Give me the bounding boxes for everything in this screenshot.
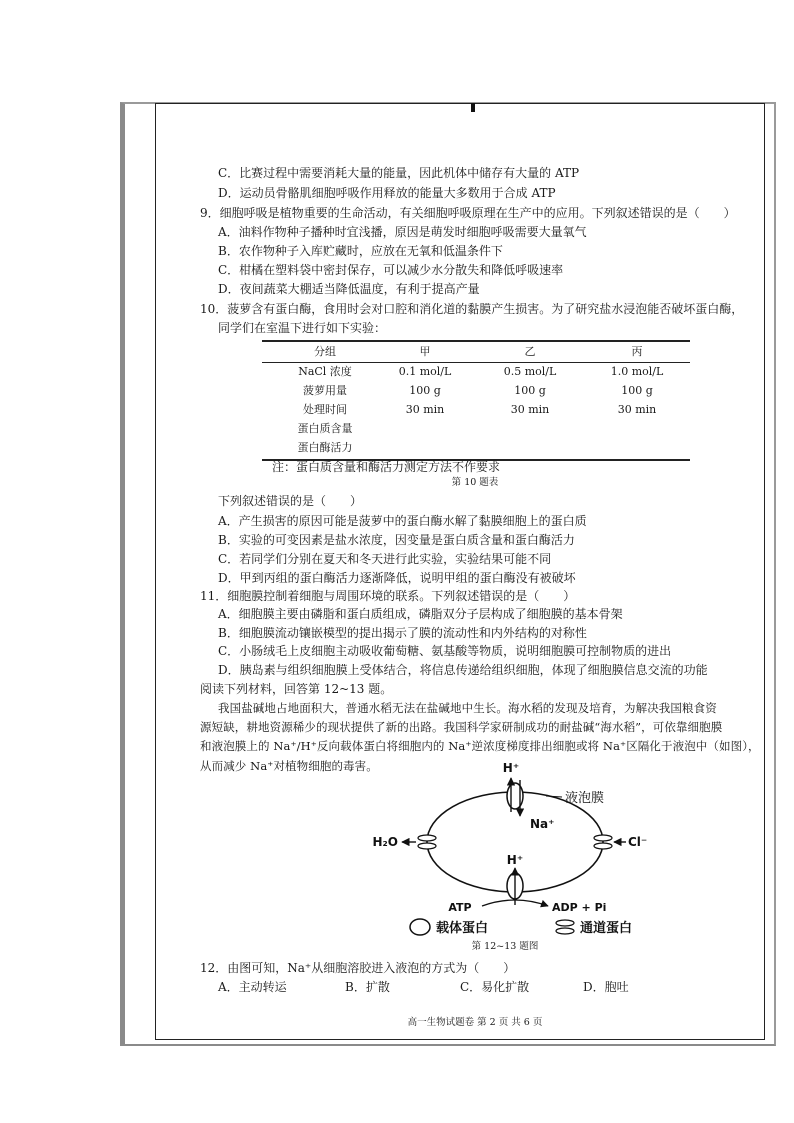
q10-stem-line-1: 10．菠萝含有蛋白酶，食用时会对口腔和消化道的黏膜产生损害。为了研究盐水浸泡能否破坏蛋白酶，	[200, 302, 744, 316]
scan-mark	[471, 103, 475, 112]
q10-prompt: 下列叙述错误的是（ ）	[218, 494, 363, 508]
chloride-label: Cl⁻	[628, 835, 648, 849]
q10-option-a: A．产生损害的原因可能是菠萝中的蛋白酶水解了黏膜细胞上的蛋白质	[218, 514, 587, 528]
water-label: H₂O	[372, 835, 398, 849]
table-cell: 100 g	[621, 384, 653, 397]
table-cell: 蛋白酶活力	[297, 441, 353, 454]
h-bottom-label: H⁺	[506, 853, 524, 867]
na-label: Na⁺	[530, 817, 555, 831]
q11-stem: 11．细胞膜控制着细胞与周围环境的联系。下列叙述错误的是（ ）	[200, 589, 576, 603]
legend-channel-icon	[556, 920, 574, 926]
passage-line: 从而减少 Na⁺对植物细胞的毒害。	[200, 759, 378, 773]
q8-option-d: D．运动员骨骼肌细胞呼吸作用释放的能量大多数用于合成 ATP	[218, 186, 556, 200]
table-cell: 蛋白质含量	[297, 422, 353, 435]
legend-carrier-label: 载体蛋白	[436, 921, 489, 936]
table-header-cell: 乙	[524, 345, 536, 358]
table-cell: NaCl 浓度	[298, 365, 352, 378]
q8-option-c: C．比赛过程中需要消耗大量的能量，因此机体中储存有大量的 ATP	[218, 166, 580, 180]
table-header-cell: 甲	[419, 345, 431, 358]
table-cell: 30 min	[617, 403, 657, 416]
q10-stem-line-2: 同学们在室温下进行如下实验：	[218, 321, 387, 335]
q10-option-d: D．甲到丙组的蛋白酶活力逐渐降低，说明甲组的蛋白酶没有被破坏	[218, 571, 576, 585]
reading-intro: 阅读下列材料，回答第 12~13 题。	[200, 682, 393, 696]
q10-option-c: C．若同学们分别在夏天和冬天进行此实验，实验结果可能不同	[218, 552, 552, 566]
table-cell: 30 min	[405, 403, 445, 416]
passage-line: 源短缺，耕地资源稀少的现状提供了新的出路。我国科学家研制成功的耐盐碱“海水稻”，可依靠细胞膜	[200, 720, 723, 734]
q9-option-b: B．农作物种子入库贮藏时，应放在无氧和低温条件下	[218, 244, 503, 258]
q9-stem: 9．细胞呼吸是植物重要的生命活动，有关细胞呼吸原理在生产中的应用。下列叙述错误的是（ ）	[200, 206, 736, 220]
figure-caption: 第 12~13 题图	[471, 941, 539, 952]
table-cell: 处理时间	[303, 403, 347, 416]
table-top-rule	[262, 340, 690, 342]
q9-option-d: D．夜间蔬菜大棚适当降低温度，有利于提高产量	[218, 282, 480, 296]
table-cell: 菠萝用量	[303, 384, 347, 397]
atp-label: ATP	[448, 901, 472, 914]
legend-carrier-icon	[410, 919, 430, 935]
table-cell: 1.0 mol/L	[610, 365, 664, 378]
q11-option-d: D．胰岛素与组织细胞膜上受体结合，将信息传递给组织细胞，体现了细胞膜信息交流的功能	[218, 663, 708, 677]
table-cell: 30 min	[510, 403, 550, 416]
q12-option-b: B．扩散	[345, 980, 390, 994]
chloride-channel-icon	[594, 835, 612, 841]
vacuole-transport-diagram	[360, 760, 660, 945]
q10-table-note: 注：蛋白质含量和酶活力测定方法不作要求	[272, 460, 501, 474]
passage-line: 和液泡膜上的 Na⁺/H⁺反向载体蛋白将细胞内的 Na⁺逆浓度梯度排出细胞或将 Na⁺区隔化于液泡中（如图），	[200, 739, 760, 753]
page-footer: 高一生物试题卷 第 2 页 共 6 页	[407, 1017, 543, 1028]
q9-option-a: A．油料作物种子播种时宜浅播，原因是萌发时细胞呼吸需要大量氧气	[218, 225, 587, 239]
q12-option-a: A．主动转运	[218, 980, 287, 994]
adp-label: ADP + Pi	[552, 901, 607, 914]
q9-option-c: C．柑橘在塑料袋中密封保存，可以减少水分散失和降低呼吸速率	[218, 263, 564, 277]
q12-stem: 12．由图可知，Na⁺从细胞溶胶进入液泡的方式为（ ）	[200, 961, 516, 975]
table-cell: 100 g	[514, 384, 546, 397]
table-cell: 100 g	[409, 384, 441, 397]
table-header-rule	[262, 362, 690, 363]
passage-line: 我国盐碱地占地面积大，普通水稻无法在盐碱地中生长。海水稻的发现及培育，为解决我国粮食资	[218, 701, 717, 715]
table-cell: 0.5 mol/L	[503, 365, 557, 378]
table-header-cell: 丙	[631, 345, 643, 358]
membrane-leader-line	[546, 796, 562, 797]
membrane-label: 液泡膜	[565, 791, 605, 806]
legend-channel-label: 通道蛋白	[580, 921, 633, 936]
q10-option-b: B．实验的可变因素是盐水浓度，因变量是蛋白质含量和蛋白酶活力	[218, 533, 575, 547]
q10-table-caption: 第 10 题表	[451, 477, 499, 488]
water-channel-icon	[418, 835, 436, 841]
q11-option-b: B．细胞膜流动镶嵌模型的提出揭示了膜的流动性和内外结构的对称性	[218, 626, 587, 640]
table-cell: 0.1 mol/L	[398, 365, 452, 378]
q11-option-c: C．小肠绒毛上皮细胞主动吸收葡萄糖、氨基酸等物质，说明细胞膜可控制物质的进出	[218, 644, 672, 658]
table-header-cell: 分组	[314, 345, 336, 358]
h-top-label: H⁺	[502, 761, 520, 775]
water-channel-icon	[418, 843, 436, 849]
legend-channel-icon	[556, 928, 574, 934]
chloride-channel-icon	[594, 843, 612, 849]
q11-option-a: A．细胞膜主要由磷脂和蛋白质组成，磷脂双分子层构成了细胞膜的基本骨架	[218, 607, 623, 621]
q12-option-c: C．易化扩散	[460, 980, 530, 994]
q12-option-d: D．胞吐	[583, 980, 629, 994]
